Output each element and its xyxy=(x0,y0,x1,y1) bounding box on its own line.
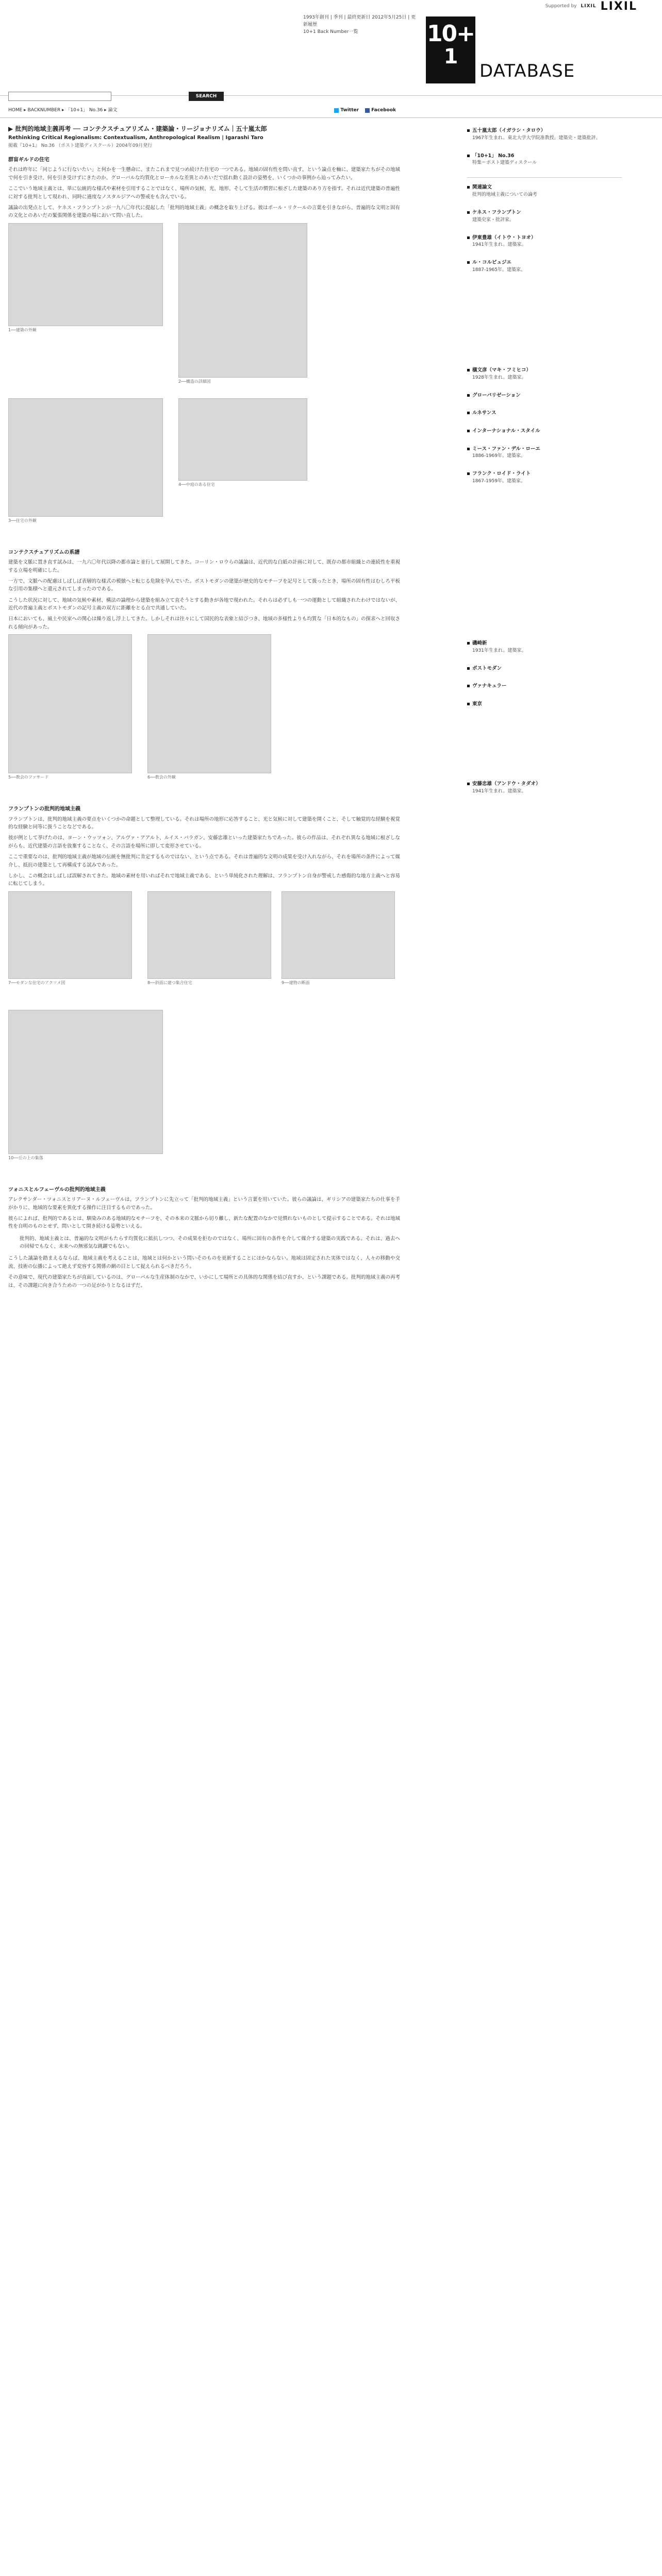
article-byline[interactable]: 掲載『10+1』 No.36 （ポスト建築ディスクール）2004年09月発行 xyxy=(8,143,153,149)
sidebar-item-desc: 1887-1965年。建築家。 xyxy=(472,267,526,273)
article-subtitle: Rethinking Critical Regionalism: Contextualism, Anthropological Realism | Igarashi Taro xyxy=(8,134,263,141)
sidebar-item[interactable] xyxy=(467,259,622,274)
paragraph: その意味で、現代の建築家たちが直面しているのは、グローバルな生産体制のなかで、いかにして場所との具体的な関係を結び直すか、という課題である。批判的地域主義の再考は、その課題に向き合うための一つの足がかりとなるはずだ。 xyxy=(8,1275,400,1289)
figure-caption: 8──斜面に建つ集合住宅 xyxy=(147,980,192,985)
figure-image xyxy=(282,891,395,979)
sidebar-item-title: 槇文彦（マキ・フミヒコ） xyxy=(472,367,532,373)
site-logo[interactable] xyxy=(426,16,475,83)
sidebar-item-desc: 特集＝ポスト建築ディスクール xyxy=(472,160,537,166)
bullet-icon xyxy=(467,472,470,475)
facebook-link[interactable] xyxy=(365,107,396,114)
article xyxy=(8,123,400,1293)
section-heading: フランプトンの批判的地域主義 xyxy=(8,806,80,812)
bullet-icon xyxy=(467,369,470,371)
sidebar-item[interactable] xyxy=(467,701,622,708)
sidebar-item[interactable] xyxy=(467,665,622,673)
bullet-icon xyxy=(467,261,470,264)
paragraph: しかし、この概念はしばしば誤解されてきた。地域の素材を用いればそれで地域主義である、という単純化された理解は、フランプトン自身が警戒した感傷的な地方主義へと容易に転じてしまう。 xyxy=(8,873,401,887)
figure[interactable] xyxy=(8,398,163,524)
paragraph: 議論の出発点として、ケネス・フランプトンが一九八〇年代に提起した「批判的地域主義」の概念を取り上げる。彼はポール・リクールの言葉を引きながら、普遍的な文明と固有の文化とのあいだの緊張関係を建築の場において問い直した。 xyxy=(8,205,400,219)
sidebar-item-title: ミース・ファン・デル・ローエ xyxy=(472,446,540,452)
figure-caption: 1──建築の外観 xyxy=(8,327,37,332)
paragraph: こうした状況に対して、地域の気候や素材、構法の論理から建築を組み立て直そうとする動きが各地で現われた。それらは必ずしも一つの運動として組織されたわけではないが、近代の普遍主義とポストモダンの記号主義の双方に距離をとる点で共通していた。 xyxy=(8,597,400,612)
bullet-icon xyxy=(467,448,470,450)
figure-caption: 6──教会の外観 xyxy=(147,775,176,780)
figure[interactable] xyxy=(8,634,132,781)
figure[interactable] xyxy=(8,1010,163,1161)
paragraph: 彼が例として挙げたのは、ヨーン・ウッツォン、アルヴァ・アアルト、ルイス・バラガン、安藤忠雄といった建築家たちであった。彼らの作品は、それぞれ異なる地域に根ざしながらも、近代建築の言語を放棄することなく、その言語を場所に即して変形させている。 xyxy=(8,835,400,849)
twitter-icon xyxy=(334,108,339,113)
logo-bottom: 1 xyxy=(443,45,458,69)
paragraph: 建築を文脈に置き直す試みは、一九六〇年代以降の都市論と並行して展開してきた。コーリン・ロウらの議論は、近代的な白紙の計画に対して、既存の都市組織との連続性を重視する立場を明確にした。 xyxy=(8,560,400,573)
sidebar-item[interactable] xyxy=(467,152,622,167)
sidebar-item-desc: 1931年生まれ。建築家。 xyxy=(472,648,526,653)
sidebar-item[interactable] xyxy=(467,184,622,199)
block-quote: 批判的、地域主義とは、普遍的な文明がもたらす均質化に抵抗しつつ、その成果を拒むのではなく、場所に固有の条件を介して媒介する建築の実践である。それは、過去への回帰でもなく、未来への無邪気な跳躍でもない。 xyxy=(20,1235,400,1250)
sidebar-item-desc: 1928年生まれ。建築家。 xyxy=(472,375,526,380)
section-heading: コンテクスチュアリズムの系譜 xyxy=(8,549,80,555)
paragraph: 彼らによれば、批判的であるとは、馴染みのある地域的なモチーフを、その本来の文脈から切り離し、新たな配置のなかで見慣れないものとして提示することである。それは地域性を自明のものとせず、問いとして開き続ける姿勢といえる。 xyxy=(8,1215,400,1230)
site-banner xyxy=(0,13,662,99)
sidebar-item[interactable] xyxy=(467,367,622,382)
figure-caption: 10──丘の上の集落 xyxy=(8,1155,43,1160)
twitter-label: Twitter xyxy=(340,108,359,113)
sidebar-item-desc: 1941年生まれ。建築家。 xyxy=(472,788,526,794)
sidebar-item-desc: 批判的地域主義についての論考 xyxy=(472,192,537,197)
bullet-icon xyxy=(467,783,470,785)
sidebar-item-title: インターナショナル・スタイル xyxy=(472,428,540,434)
sidebar-item-title: 関連論文 xyxy=(472,184,492,191)
figure-image xyxy=(178,398,307,481)
banner-meta-line[interactable]: 1993年創刊 | 季刊 | 最終更新日 2012年5月25日 | 更新履歴 xyxy=(303,15,416,27)
bullet-icon xyxy=(467,703,470,705)
paragraph: 一方で、文脈への配慮はしばしば表層的な様式の模倣へと転じる危険を孕んでいた。ポストモダンの建築が歴史的なモチーフを記号として扱ったとき、場所の固有性はむしろ平板な引用の集積へと還元されてしまったのである。 xyxy=(8,578,400,592)
bullet-icon xyxy=(467,211,470,214)
figure-image xyxy=(147,634,271,773)
bullet-icon xyxy=(467,430,470,432)
sidebar-item-title: 伊東豊雄（イトウ・トヨオ） xyxy=(472,234,536,241)
sidebar-item-desc: 1867-1959年。建築家。 xyxy=(472,479,526,484)
sidebar-item-title: ルネサンス xyxy=(472,410,496,416)
bullet-icon xyxy=(467,642,470,645)
sidebar-item-desc: 1941年生まれ。建築家。 xyxy=(472,242,526,248)
figure[interactable] xyxy=(178,223,307,385)
bullet-icon xyxy=(467,412,470,414)
figure-caption: 9──建物の断面 xyxy=(282,980,310,985)
sidebar-item-title: ケネス・フランプトン xyxy=(472,209,521,215)
paragraph: それは昨年に「同じように行ないたい」と何かを一生懸命に、またこれまで見つめ続けた住宅の一つである。地域の固有性を問い直す、という論点を軸に、建築家たちがその地域で何を引き受け、何を引き受けずにきたのか、グローバルな均質化とローカルな差異とのあいだで揺れ動く設計の姿勢を、いくつかの事例から辿ってみたい。 xyxy=(8,167,400,181)
sidebar-item-desc: 1886-1969年。建築家。 xyxy=(472,453,526,459)
sidebar-item[interactable] xyxy=(467,209,622,224)
figure-caption: 4──中庭のある住宅 xyxy=(178,482,215,487)
figure[interactable] xyxy=(147,891,271,986)
figure-group-2 xyxy=(8,634,400,799)
figure[interactable] xyxy=(282,891,395,986)
facebook-label: Facebook xyxy=(371,108,396,113)
figure-image xyxy=(8,223,163,326)
sidebar-item-desc: 1967年生まれ。東北大学大学院准教授。建築史・建築批評。 xyxy=(472,135,601,141)
paragraph: フランプトンは、批判的地域主義の要点をいくつかの命題として整理している。それは場所の地形に応答すること、光と気候に対して建築を開くこと、そして触覚的な経験を視覚的な経験と同等に扱うことなどである。 xyxy=(8,816,401,831)
figure-image xyxy=(8,634,132,773)
figure-image xyxy=(8,398,163,517)
article-title: ▶ 批判的地域主義再考 ── コンテクスチュアリズム・建築論・リージョナリズム｜五十嵐太郎 xyxy=(8,125,267,132)
figure-group-1 xyxy=(8,223,400,543)
sidebar-item-title: ル・コルビュジエ xyxy=(472,260,512,266)
search-input[interactable] xyxy=(8,92,111,101)
paragraph: ここでいう地域主義とは、単に伝統的な様式や素材を引用することではなく、場所の気候、光、地形、そして生活の慣習に根ざした建築のあり方を指す。それは近代建築の普遍性に対する批判として現われ、同時に過度なノスタルジアへの警戒をも含んでいる。 xyxy=(8,186,400,200)
social-links xyxy=(334,107,654,114)
bullet-icon xyxy=(467,394,470,397)
paragraph: 日本においても、風土や民家への関心は繰り返し浮上してきた。しかしそれは往々にして国民的な表象と結びつき、地域の多様性よりも均質な「日本的なもの」の探求へと回収される傾向があった。 xyxy=(8,616,400,630)
supported-by: Supported by xyxy=(545,4,577,9)
sidebar-item-title: 五十嵐太郎（イガラシ・タロウ） xyxy=(472,127,546,133)
bullet-icon xyxy=(467,236,470,239)
figure[interactable] xyxy=(178,398,307,488)
figure-image xyxy=(178,223,307,378)
sidebar-item[interactable] xyxy=(467,234,622,249)
content-layout xyxy=(0,118,662,1298)
database-wordmark: DATABASE xyxy=(479,61,575,81)
bullet-icon xyxy=(467,129,470,132)
sidebar xyxy=(467,123,622,1293)
figure[interactable] xyxy=(8,223,163,333)
lixil-logo[interactable]: LIXIL xyxy=(600,0,637,13)
search-button[interactable]: SEARCH xyxy=(189,92,224,101)
paragraph: ここで重要なのは、批判的地域主義が地域の伝統を無批判に肯定するものではない、という点である。それは普遍的な文明の成果を受け入れながら、それを場所の条件によって媒介し、抵抗の建築として再構成する試みであった。 xyxy=(8,854,401,868)
figure-image xyxy=(8,1010,163,1154)
bullet-icon xyxy=(467,155,470,157)
sidebar-item-title: ヴァナキュラー xyxy=(472,683,507,689)
banner-meta xyxy=(303,14,417,36)
figure[interactable] xyxy=(8,891,132,986)
section-heading: ツォニスとルフェーヴルの批判的地域主義 xyxy=(8,1187,106,1193)
sidebar-item[interactable] xyxy=(467,683,622,690)
figure[interactable] xyxy=(147,634,271,781)
sidebar-item-title: 安藤忠雄（アンドウ・タダオ） xyxy=(472,781,541,787)
logo-top: 10+ xyxy=(426,21,475,47)
sidebar-item[interactable] xyxy=(467,640,622,655)
paragraph: アレクサンダー・ツォニスとリアーヌ・ルフェーヴルは、フランプトンに先立って「批判的地域主義」という言葉を用いていた。彼らの議論は、ギリシアの建築家たちの仕事を手がかりに、地域的な要素を異化する操作に注目するものであった。 xyxy=(8,1197,400,1211)
sidebar-item-title: グローバリゼーション xyxy=(472,392,521,398)
sidebar-item-title: 磯崎新 xyxy=(472,640,487,646)
divider xyxy=(467,177,622,178)
banner-meta-line[interactable]: 10+1 Back Number一覧 xyxy=(303,29,358,35)
sidebar-item[interactable] xyxy=(467,781,622,795)
sidebar-item[interactable] xyxy=(467,428,622,435)
breadcrumb[interactable]: HOME ▸ BACKNUMBER ▸ 「10+1」 No.36 ▸ 論文 xyxy=(8,108,118,113)
top-bar xyxy=(0,0,662,13)
bullet-icon xyxy=(467,667,470,670)
sidebar-item-title: 「10+1」 No.36 xyxy=(472,152,515,159)
sidebar-item[interactable] xyxy=(467,392,622,400)
paragraph: こうした議論を踏まえるならば、地域主義を考えることは、地域とは何かという問いそのものを更新することにほかならない。地域は固定された実体ではなく、人々の移動や交流、技術の伝播によって絶えず変容する関係の網の目として捉えられるべきだろう。 xyxy=(8,1256,400,1269)
figure-group-3 xyxy=(8,891,400,1180)
sidebar-item-desc: 建築史家・批評家。 xyxy=(472,217,515,223)
sidebar-item-title: フランク・ロイド・ライト xyxy=(472,471,531,477)
section-heading: 群盲ギルドの住宅 xyxy=(8,157,49,163)
bullet-icon xyxy=(467,186,470,189)
sidebar-item[interactable] xyxy=(467,410,622,417)
facebook-icon xyxy=(365,108,370,113)
figure-caption: 2──構造の詳細図 xyxy=(178,379,211,384)
sidebar-item-title: 東京 xyxy=(472,701,483,707)
search-bar xyxy=(8,92,224,101)
figure-caption: 7──モダンな住宅のアクソメ図 xyxy=(8,980,65,985)
sidebar-item[interactable] xyxy=(467,446,622,461)
twitter-link[interactable] xyxy=(334,107,359,114)
figure-image xyxy=(8,891,132,979)
sidebar-item[interactable] xyxy=(467,127,622,142)
figure-caption: 3──住宅の外観 xyxy=(8,518,37,523)
figure-image xyxy=(147,891,271,979)
figure-caption: 5──教会のファサード xyxy=(8,775,49,780)
sidebar-item-title: ポストモダン xyxy=(472,665,502,671)
sidebar-item[interactable] xyxy=(467,470,622,485)
lixil-small-logo[interactable]: LIXIL xyxy=(581,4,597,9)
bullet-icon xyxy=(467,685,470,687)
